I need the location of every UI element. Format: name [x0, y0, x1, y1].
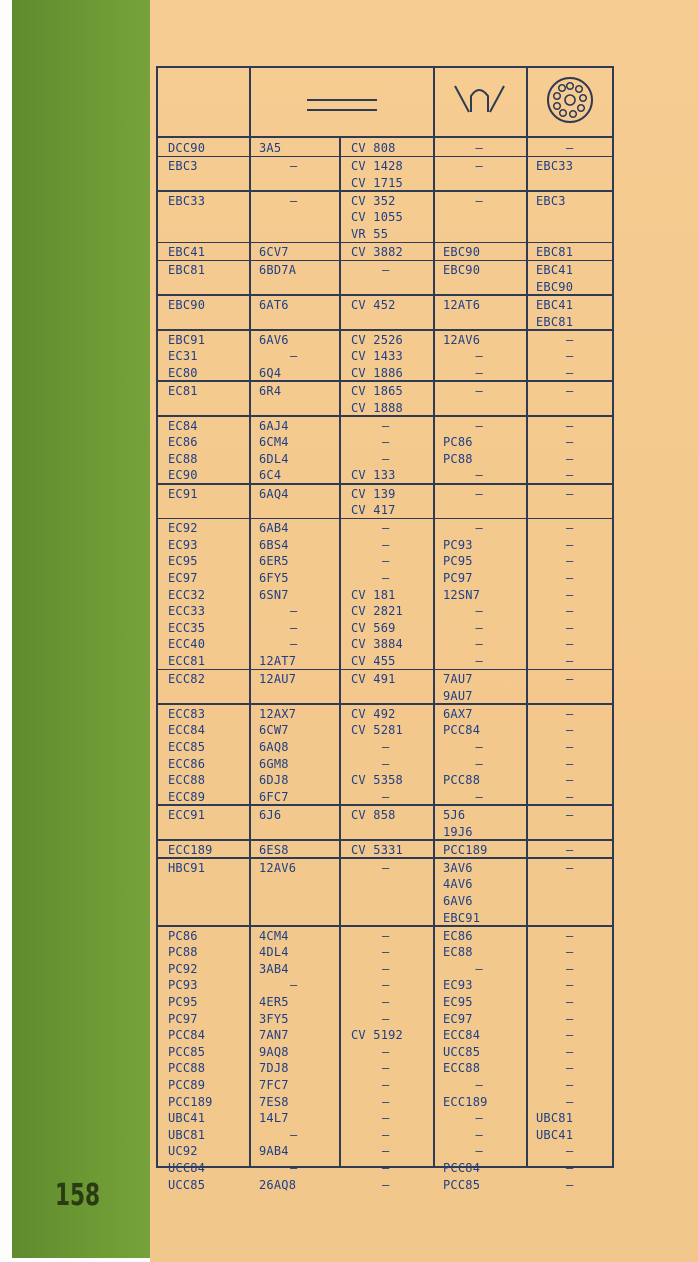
table-cell: PCC189	[168, 1094, 213, 1109]
table-cell: –	[566, 383, 574, 398]
row-divider	[158, 839, 612, 841]
table-cell: 7ES8	[259, 1094, 289, 1109]
header-divider	[158, 136, 612, 138]
table-cell: EBC90	[443, 245, 481, 260]
table-cell: –	[382, 554, 390, 569]
table-cell: –	[566, 521, 574, 536]
table-cell: PCC85	[443, 1177, 481, 1192]
table-cell: –	[566, 468, 574, 483]
table-cell: 14L7	[259, 1111, 289, 1126]
table-cell: –	[475, 620, 483, 635]
table-cell: CV 2526	[351, 332, 403, 347]
table-cell: 6AT6	[259, 297, 289, 312]
table-cell: –	[290, 604, 298, 619]
table-cell: UCC85	[168, 1177, 206, 1192]
table-cell: EBC90	[536, 279, 574, 294]
table-cell: EC97	[168, 571, 198, 585]
table-cell: –	[382, 1011, 390, 1026]
table-cell: –	[475, 193, 483, 208]
equivalent-icon	[249, 68, 433, 136]
table-cell: EBC81	[168, 263, 206, 278]
column-divider	[526, 68, 528, 1166]
table-cell: CV 455	[351, 654, 396, 668]
table-cell: –	[475, 383, 483, 398]
table-cell: 6SN7	[259, 587, 289, 602]
table-cell: 6Q4	[259, 365, 282, 380]
table-cell: PCC85	[168, 1044, 206, 1059]
table-cell: –	[382, 1094, 390, 1109]
table-cell: –	[475, 756, 483, 771]
table-cell: 4AV6	[443, 877, 473, 892]
table-cell: UCC85	[443, 1044, 481, 1059]
table-cell: PCC89	[168, 1078, 206, 1092]
table-cell: 3AV6	[443, 860, 473, 875]
table-cell: CV 352	[351, 193, 396, 208]
table-cell: 6ES8	[259, 842, 289, 857]
table-cell: ECC88	[168, 773, 206, 788]
table-cell: EC93	[168, 537, 198, 552]
table-cell: 9AU7	[443, 688, 473, 703]
table-cell: CV 3884	[351, 637, 403, 652]
table-cell: EC90	[168, 468, 198, 483]
table-cell: –	[475, 1111, 483, 1126]
table-cell: CV 1428	[351, 159, 403, 174]
table-cell: –	[566, 1028, 574, 1043]
table-cell: –	[566, 945, 574, 960]
table-cell: –	[382, 1044, 390, 1059]
table-cell: PCC84	[168, 1028, 206, 1043]
table-cell: –	[566, 654, 574, 668]
table-cell: 12AU7	[259, 672, 297, 687]
table-cell: 6BS4	[259, 537, 289, 552]
table-cell: 6CM4	[259, 435, 289, 450]
table-cell: EBC81	[536, 245, 574, 260]
table-cell: EC31	[168, 349, 198, 364]
table-cell: 7AU7	[443, 672, 473, 687]
table-cell: CV 5358	[351, 773, 403, 788]
table-cell: EC86	[168, 435, 198, 450]
table-cell: PC95	[168, 995, 198, 1009]
table-cell: 6FY5	[259, 571, 289, 585]
table-cell: –	[382, 1061, 390, 1076]
table-cell: UBC81	[168, 1127, 206, 1142]
table-cell: –	[566, 740, 574, 754]
table-cell: –	[566, 706, 574, 721]
table-cell: –	[475, 349, 483, 364]
table-cell: ECC33	[168, 604, 206, 619]
table-cell: PCC84	[443, 723, 481, 738]
table-cell: UBC41	[168, 1111, 206, 1126]
table-cell: –	[566, 435, 574, 450]
table-cell: 12SN7	[443, 587, 481, 602]
table-cell: CV 569	[351, 620, 396, 635]
table-cell: PC92	[168, 961, 198, 976]
table-cell: –	[382, 789, 390, 804]
table-cell: 6DL4	[259, 451, 289, 466]
table-cell: 7FC7	[259, 1078, 289, 1092]
table-cell: 3AB4	[259, 961, 289, 976]
table-cell: CV 1433	[351, 349, 403, 364]
table-cell: –	[475, 1127, 483, 1142]
table-cell: ECC81	[168, 654, 206, 668]
table-cell: UCC84	[168, 1161, 206, 1175]
table-cell: EBC41	[536, 297, 574, 312]
table-cell: –	[290, 349, 298, 364]
table-cell: –	[382, 945, 390, 960]
table-cell: 6DJ8	[259, 773, 289, 788]
table-cell: 12AX7	[259, 706, 297, 721]
table-cell: –	[566, 1094, 574, 1109]
table-cell: EBC3	[168, 159, 198, 174]
table-cell: EBC81	[536, 314, 574, 329]
table-cell: EBC91	[443, 910, 481, 925]
table-cell: ECC189	[168, 842, 213, 857]
table-cell: –	[382, 756, 390, 771]
table-cell: –	[290, 620, 298, 635]
column-divider	[339, 136, 341, 1166]
table-cell: –	[475, 789, 483, 804]
table-cell: CV 417	[351, 503, 396, 518]
table-cell: –	[566, 418, 574, 433]
table-cell: UBC41	[536, 1127, 574, 1142]
table-cell: 6BD7A	[259, 263, 297, 278]
table-cell: CV 1715	[351, 175, 403, 190]
table-cell: DCC90	[168, 141, 206, 155]
table-cell: –	[475, 961, 483, 976]
table-cell: 5J6	[443, 807, 466, 822]
table-cell: CV 1886	[351, 365, 403, 380]
column-divider	[249, 68, 251, 1166]
table-cell: 7DJ8	[259, 1061, 289, 1076]
table-cell: ECC189	[443, 1094, 488, 1109]
table-cell: PC88	[168, 945, 198, 960]
table-cell: ECC40	[168, 637, 206, 652]
table-cell: 6C4	[259, 468, 282, 483]
table-cell: EC97	[443, 1011, 473, 1026]
table-cell: CV 1865	[351, 383, 403, 398]
tube-equivalents-table	[156, 66, 614, 1192]
table-cell: –	[382, 1127, 390, 1142]
table-cell: CV 492	[351, 706, 396, 721]
table-cell: ECC83	[168, 706, 206, 721]
table-cell: EC92	[168, 521, 198, 536]
table-cell: PC93	[443, 537, 473, 552]
table-cell: –	[382, 1161, 390, 1175]
table-cell: –	[382, 1177, 390, 1192]
table-cell: –	[382, 961, 390, 976]
table-cell: UC92	[168, 1144, 198, 1159]
table-cell: ECC85	[168, 740, 206, 754]
table-cell: –	[566, 756, 574, 771]
table-cell: –	[475, 604, 483, 619]
page-number: 158	[55, 1178, 101, 1213]
table-cell: PC86	[443, 435, 473, 450]
table-cell: CV 139	[351, 486, 396, 501]
table-cell: ECC86	[168, 756, 206, 771]
table-cell: CV 1055	[351, 210, 403, 225]
table-cell: –	[382, 995, 390, 1009]
table-cell: –	[566, 928, 574, 943]
table-cell: 3FY5	[259, 1011, 289, 1026]
table-cell: –	[290, 1127, 298, 1142]
table-cell: PCC189	[443, 842, 488, 857]
table-cell: 6AB4	[259, 521, 289, 536]
table-cell: 4CM4	[259, 928, 289, 943]
table-cell: EC95	[443, 995, 473, 1009]
noval-socket-icon	[526, 68, 614, 136]
table-cell: –	[382, 1144, 390, 1159]
table-cell: 4DL4	[259, 945, 289, 960]
table-cell: –	[566, 789, 574, 804]
table-cell: –	[566, 349, 574, 364]
table-cell: –	[566, 637, 574, 652]
table-cell: –	[566, 365, 574, 380]
table-cell: CV 2821	[351, 604, 403, 619]
table-cell: PC97	[168, 1011, 198, 1026]
table-cell: EC80	[168, 365, 198, 380]
table-cell: –	[475, 654, 483, 668]
table-cell: 6AV6	[259, 332, 289, 347]
table-cell: 6CW7	[259, 723, 289, 738]
table-cell: CV 808	[351, 141, 396, 155]
table-cell: 12AT7	[259, 654, 297, 668]
table-cell: 6AQ4	[259, 486, 289, 501]
table-cell: –	[290, 193, 298, 208]
table-cell: –	[382, 521, 390, 536]
table-cell: –	[475, 365, 483, 380]
table-cell: PCC84	[443, 1161, 481, 1175]
table-cell: EC91	[168, 486, 198, 501]
table-cell: –	[382, 860, 390, 875]
table-cell: 4ER5	[259, 995, 289, 1009]
table-cell: UBC81	[536, 1111, 574, 1126]
table-cell: 12AT6	[443, 297, 481, 312]
table-cell: CV 1888	[351, 400, 403, 415]
table-cell: –	[566, 978, 574, 993]
table-cell: –	[566, 620, 574, 635]
table-cell: EBC3	[536, 193, 566, 208]
table-cell: 6AQ8	[259, 740, 289, 754]
table-cell: –	[290, 637, 298, 652]
table-cell: CV 3882	[351, 245, 403, 260]
table-cell: PC95	[443, 554, 473, 569]
table-cell: –	[566, 554, 574, 569]
table-cell: 7AN7	[259, 1028, 289, 1043]
table-cell: 9AB4	[259, 1144, 289, 1159]
table-cell: –	[566, 961, 574, 976]
table-cell: –	[566, 842, 574, 857]
table-cell: –	[566, 672, 574, 687]
table-cell: PCC88	[443, 773, 481, 788]
table-cell: 6J6	[259, 807, 282, 822]
table-cell: 3A5	[259, 141, 282, 155]
table-cell: –	[475, 1144, 483, 1159]
table-cell: EC81	[168, 383, 198, 398]
table-cell: CV 133	[351, 468, 396, 483]
table-cell: 19J6	[443, 824, 473, 839]
table-cell: EC84	[168, 418, 198, 433]
table-cell: –	[566, 773, 574, 788]
table-cell: CV 491	[351, 672, 396, 687]
table-cell: ECC32	[168, 587, 206, 602]
table-cell: –	[382, 740, 390, 754]
table-cell: –	[566, 723, 574, 738]
row-divider	[158, 925, 612, 927]
table-cell: –	[475, 468, 483, 483]
table-cell: –	[566, 1044, 574, 1059]
table-cell: EBC33	[168, 193, 206, 208]
table-cell: –	[475, 159, 483, 174]
table-cell: 12AV6	[259, 860, 297, 875]
table-cell: 6ER5	[259, 554, 289, 569]
table-cell: ECC82	[168, 672, 206, 687]
table-cell: EC95	[168, 554, 198, 569]
table-cell: –	[566, 1144, 574, 1159]
table-cell: CV 5281	[351, 723, 403, 738]
table-cell: –	[382, 571, 390, 585]
table-cell: 6GM8	[259, 756, 289, 771]
heater-icon	[433, 68, 526, 136]
table-cell: –	[566, 587, 574, 602]
table-cell: –	[566, 1177, 574, 1192]
table-cell: 26AQ8	[259, 1177, 297, 1192]
table-cell: –	[382, 263, 390, 278]
table-cell: –	[566, 1061, 574, 1076]
table-cell: ECC84	[168, 723, 206, 738]
table-cell: –	[566, 860, 574, 875]
table-cell: –	[475, 418, 483, 433]
table-cell: 6AX7	[443, 706, 473, 721]
table-cell: –	[566, 1078, 574, 1092]
table-cell: PC88	[443, 451, 473, 466]
table-cell: 6CV7	[259, 245, 289, 260]
table-cell: 6AV6	[443, 893, 473, 908]
table-cell: –	[566, 451, 574, 466]
table-cell: ECC35	[168, 620, 206, 635]
table-cell: HBC91	[168, 860, 206, 875]
green-margin-stripe	[12, 0, 158, 1258]
table-cell: VR 55	[351, 227, 389, 241]
table-cell: PC97	[443, 571, 473, 585]
table-cell: –	[382, 418, 390, 433]
table-cell: 12AV6	[443, 332, 481, 347]
table-cell: –	[382, 451, 390, 466]
table-cell: –	[566, 332, 574, 347]
table-cell: –	[566, 537, 574, 552]
column-divider	[433, 68, 435, 1166]
table-cell: –	[475, 740, 483, 754]
table-cell: –	[475, 486, 483, 501]
table-cell: ECC89	[168, 789, 206, 804]
table-cell: –	[566, 995, 574, 1009]
table-cell: 6FC7	[259, 789, 289, 804]
table-cell: CV 5192	[351, 1028, 403, 1043]
table-cell: –	[382, 928, 390, 943]
table-cell: 9AQ8	[259, 1044, 289, 1059]
table-cell: –	[475, 1078, 483, 1092]
table-cell: –	[382, 435, 390, 450]
table-cell: –	[566, 571, 574, 585]
table-cell: PC86	[168, 928, 198, 943]
table-cell: EC86	[443, 928, 473, 943]
table-cell: PCC88	[168, 1061, 206, 1076]
table-cell: –	[566, 604, 574, 619]
table-cell: EC88	[443, 945, 473, 960]
table-cell: –	[290, 1161, 298, 1175]
table-cell: –	[566, 807, 574, 822]
table-cell: –	[566, 1161, 574, 1175]
table-cell: –	[475, 637, 483, 652]
table-cell: EBC91	[168, 332, 206, 347]
table-cell: EC93	[443, 978, 473, 993]
table-cell: –	[475, 141, 483, 155]
table-cell: –	[566, 1011, 574, 1026]
table-cell: ECC88	[443, 1061, 481, 1076]
table-cell: EC88	[168, 451, 198, 466]
table-cell: –	[382, 1111, 390, 1126]
table-cell: 6R4	[259, 383, 282, 398]
table-cell: –	[382, 978, 390, 993]
table-cell: ECC91	[168, 807, 206, 822]
table-cell: CV 858	[351, 807, 396, 822]
table-cell: EBC90	[168, 297, 206, 312]
table-cell: CV 181	[351, 587, 396, 602]
table-cell: EBC41	[168, 245, 206, 260]
table-cell: 6AJ4	[259, 418, 289, 433]
row-divider	[158, 703, 612, 705]
table-cell: –	[290, 978, 298, 993]
header-type-cell	[158, 68, 249, 136]
table-cell: PC93	[168, 978, 198, 993]
table-cell: CV 5331	[351, 842, 403, 857]
table-cell: –	[566, 141, 574, 155]
table-cell: –	[475, 521, 483, 536]
table-cell: –	[382, 1078, 390, 1092]
table-cell: –	[382, 537, 390, 552]
table-cell: ECC84	[443, 1028, 481, 1043]
table-cell: EBC41	[536, 263, 574, 278]
table-cell: –	[566, 486, 574, 501]
table-cell: EBC33	[536, 159, 574, 174]
table-cell: EBC90	[443, 263, 481, 278]
table-cell: –	[290, 159, 298, 174]
table-cell: CV 452	[351, 297, 396, 312]
